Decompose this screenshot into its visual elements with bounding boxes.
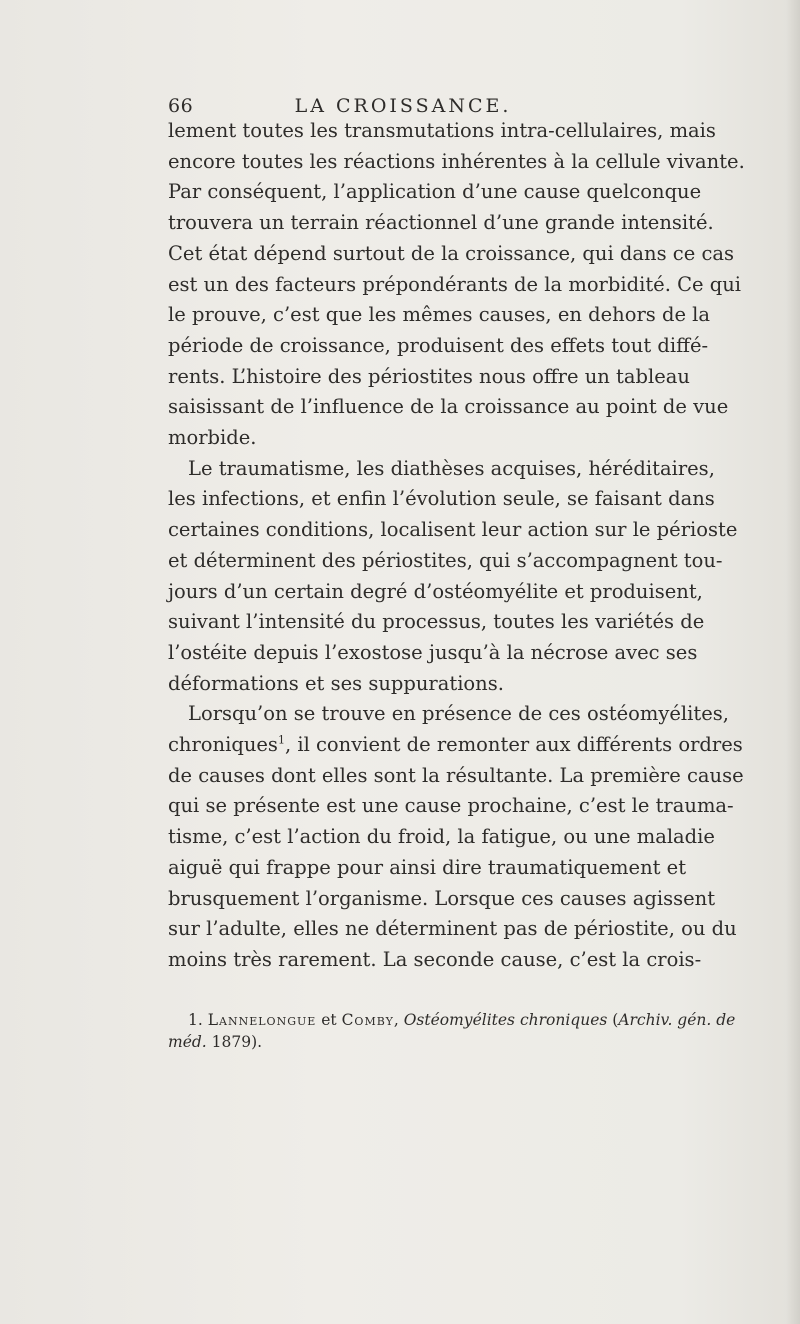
text-line: rents. L’histoire des périostites nous offre un tableau	[168, 364, 690, 388]
text-line: et déterminent des périostites, qui s’accompagnent tou-	[168, 548, 723, 572]
page-number: 66	[168, 95, 194, 117]
text-line: jours d’un certain degré d’ostéomyélite et produisent,	[168, 579, 703, 603]
footnote-text: 1879).	[206, 1033, 263, 1051]
footnote-text: et	[316, 1011, 342, 1029]
text-line: tisme, c’est l’action du froid, la fatigue, ou une maladie	[168, 825, 715, 849]
footnote-text: (	[607, 1011, 619, 1029]
text-fragment: , il convient de remonter aux différents ordres	[284, 733, 743, 757]
text-line: Le traumatisme, les diathèses acquises, héréditaires,	[188, 456, 715, 480]
footnote-source: Archiv. gén. de	[618, 1011, 736, 1029]
text-line: de causes dont elles sont la résultante. La première cause	[168, 763, 744, 787]
text-line: encore toutes les réactions inhérentes à la cellule vivante.	[168, 149, 745, 173]
text-line: Lorsqu’on se trouve en présence de ces ostéomyélites,	[188, 702, 729, 726]
text-line: période de croissance, produisent des effets tout diffé-	[168, 333, 709, 357]
footnotes	[168, 1009, 736, 1053]
text-fragment: chroniques	[168, 733, 278, 757]
text-line: aiguë qui frappe pour ainsi dire traumatiquement et	[168, 855, 687, 879]
page-edge-shadow	[786, 0, 800, 1324]
text-line: les infections, et enfin l’évolution seule, se faisant dans	[168, 487, 715, 511]
footnote-text: ,	[393, 1011, 404, 1029]
footnote-number: 1.	[188, 1011, 203, 1029]
text-line: le prouve, c’est que les mêmes causes, en dehors de la	[168, 303, 711, 327]
text-line: déformations et ses suppurations.	[168, 671, 504, 695]
footnote-title: Ostéomyélites chroniques	[403, 1011, 608, 1029]
text-line: trouvera un terrain réactionnel d’une grande intensité.	[168, 211, 714, 235]
text-line: l’ostéite depuis l’exostose jusqu’à la nécrose avec ses	[168, 640, 698, 664]
text-line: Par conséquent, l’application d’une cause quelconque	[168, 180, 702, 204]
text-line: saisissant de l’influence de la croissance au point de vue	[168, 395, 729, 419]
text-line: lement toutes les transmutations intra-cellulaires, mais	[168, 119, 716, 142]
footnote-source: méd.	[168, 1033, 207, 1051]
text-line	[168, 730, 743, 761]
body-text	[168, 116, 745, 976]
text-line: certaines conditions, localisent leur action sur le périoste	[168, 518, 738, 542]
text-line: suivant l’intensité du processus, toutes les variétés de	[168, 610, 705, 634]
text-line: Cet état dépend surtout de la croissance, qui dans ce cas	[168, 241, 734, 265]
footnote-line	[168, 1031, 636, 1053]
footnote-author: Lannelongue	[207, 1011, 317, 1029]
footnote-line	[168, 1009, 736, 1031]
text-line: brusquement l’organisme. Lorsque ces causes agissent	[168, 886, 716, 910]
text-line: morbide.	[168, 426, 257, 450]
footnote-ref: 1	[277, 733, 285, 747]
footnote-author: Comby	[341, 1011, 394, 1029]
text-line: est un des facteurs prépondérants de la morbidité. Ce qui	[168, 272, 742, 296]
text-line: moins très rarement. La seconde cause, c’est la crois-	[168, 947, 702, 971]
page-header-title: LA CROISSANCE.	[294, 95, 512, 117]
text-line: sur l’adulte, elles ne déterminent pas de périostite, ou du	[168, 917, 737, 941]
text-line: qui se présente est une cause prochaine, c’est le trauma-	[168, 794, 734, 818]
